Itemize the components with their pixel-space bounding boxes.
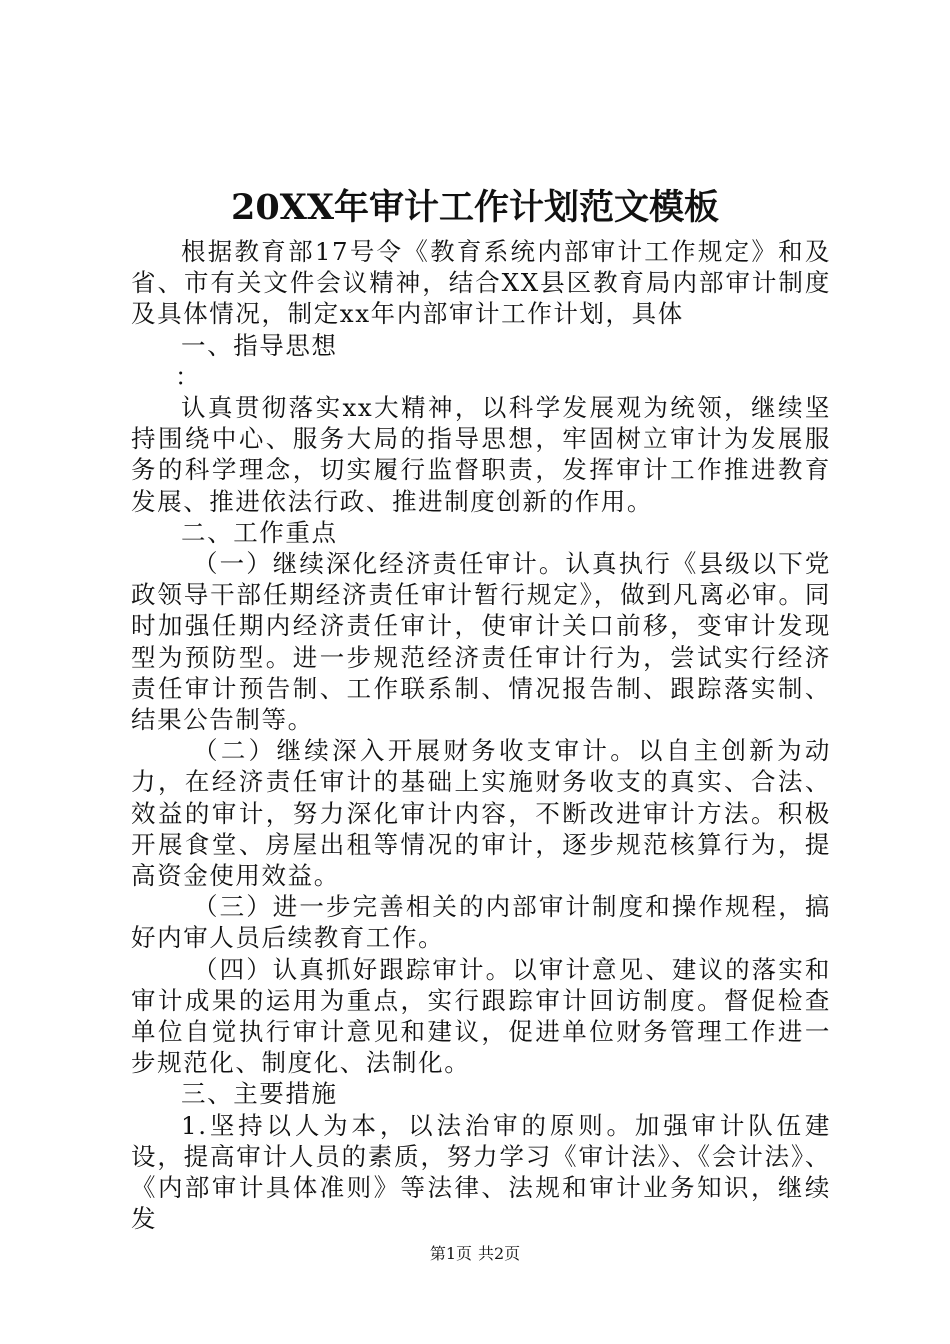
colon-line: ： xyxy=(175,361,202,391)
intro-paragraph: 根据教育部17号令《教育系统内部审计工作规定》和及省、市有关文件会议精神，结合XX县区教育局内部审计制度及具体情况，制定xx年内部审计工作计划，具体 xyxy=(131,237,831,329)
work-focus-item-2: （二）继续深入开展财务收支审计。以自主创新为动力，在经济责任审计的基础上实施财务收支的真实、合法、效益的审计，努力深化审计内容，不断改进审计方法。积极开展食堂、房屋出租等情况的审计，逐步规范核算行为，提高资金使用效益。 xyxy=(131,736,831,891)
work-focus-item-4: （四）认真抓好跟踪审计。以审计意见、建议的落实和审计成果的运用为重点，实行跟踪审计回访制度。督促检查单位自觉执行审计意见和建议，促进单位财务管理工作进一步规范化、制度化、法制化。 xyxy=(131,954,831,1078)
section-heading-work-focus: 二、工作重点 xyxy=(181,517,338,547)
page-number: 第1页 xyxy=(429,1244,472,1263)
document-body xyxy=(131,236,831,1235)
guiding-ideology-paragraph: 认真贯彻落实xx大精神，以科学发展观为统领，继续坚持围绕中心、服务大局的指导思想，牢固树立审计为发展服务的科学理念，切实履行监督职责，发挥审计工作推进教育发展、推进依法行政、推进制度创新的作用。 xyxy=(131,393,831,516)
page-footer xyxy=(0,1244,950,1264)
work-focus-item-3: （三）进一步完善相关的内部审计制度和操作规程，搞好内审人员后续教育工作。 xyxy=(131,892,831,953)
document-title: 20XX年审计工作计划范文模板 xyxy=(230,187,720,228)
section-heading-main-measures: 三、主要措施 xyxy=(181,1079,338,1109)
work-focus-item-1: （一）继续深化经济责任审计。认真执行《县级以下党政领导干部任期经济责任审计暂行规定》，做到凡离必审。同时加强任期内经济责任审计，使审计关口前移，变审计发现型为预防型。进一步规范经济责任审计行为，尝试实行经济责任审计预告制、工作联系制、情况报告制、跟踪落实制、结果公告制等。 xyxy=(131,549,831,735)
total-pages: 共2页 xyxy=(478,1244,521,1263)
main-measures-item-1: 1.坚持以人为本，以法治审的原则。加强审计队伍建设，提高审计人员的素质，努力学习《审计法》、《会计法》、《内部审计具体准则》等法律、法规和审计业务知识，继续发 xyxy=(131,1110,831,1234)
section-heading-guiding-ideology: 一、指导思想 xyxy=(181,330,338,360)
